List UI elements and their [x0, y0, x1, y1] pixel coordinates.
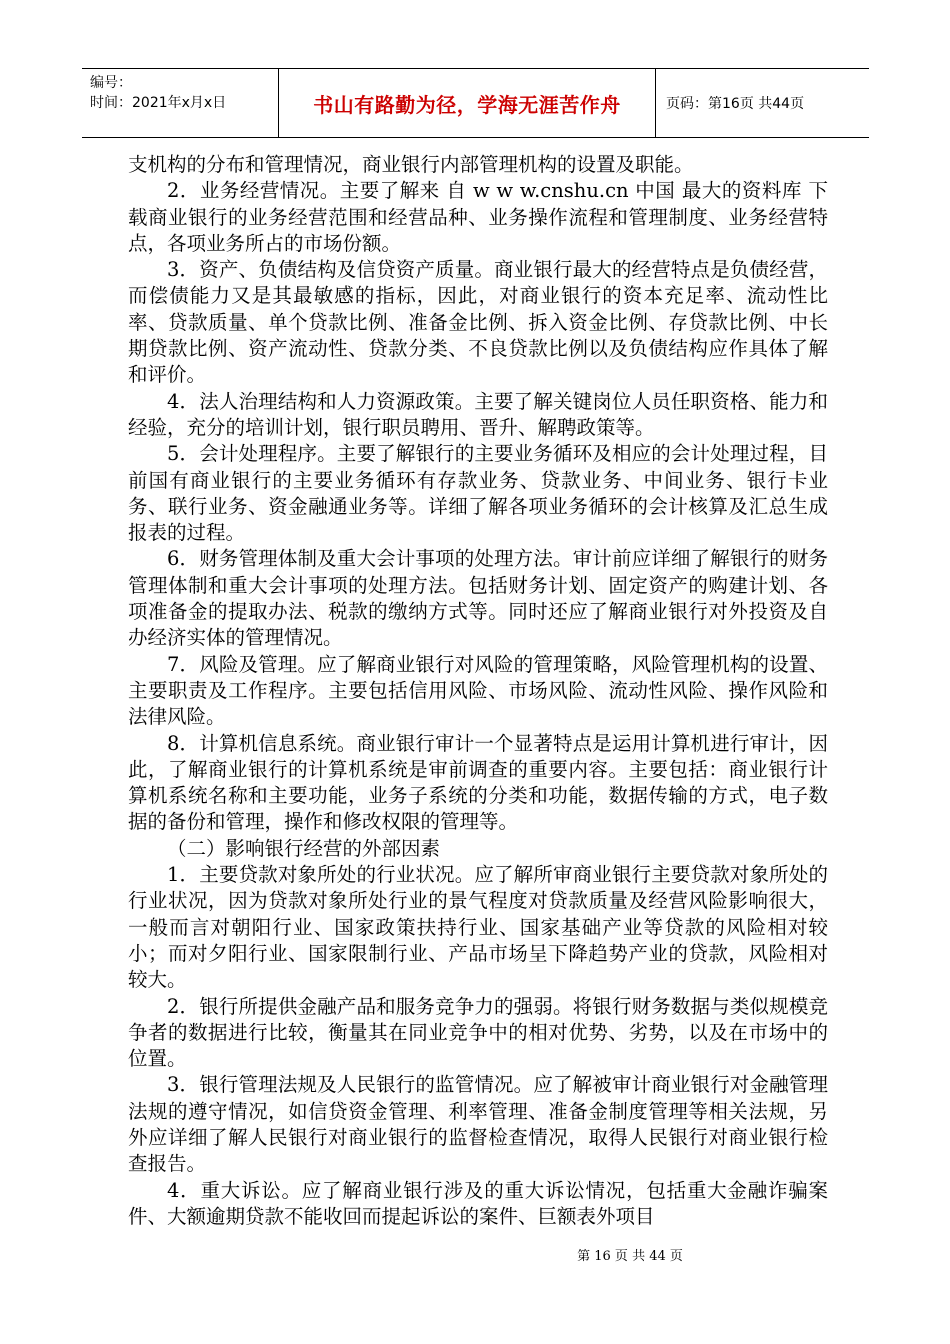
paragraph: 4．法人治理结构和人力资源政策。主要了解关键岗位人员任职资格、能力和经验，充分的培训计划，银行职员聘用、晋升、解聘政策等。: [128, 389, 828, 439]
paragraph: 1．主要贷款对象所处的行业状况。应了解所审商业银行主要贷款对象所处的行业状况，因为贷款对象所处行业的景气程度对贷款质量及经营风险影响很大，一般而言对朝阳行业、国家政策扶持行业、国家基础产业等贷款的风险相对较小；而对夕阳行业、国家限制行业、产品市场呈下降趋势产业的贷款，风险相对较大。: [128, 863, 828, 992]
header-motto: 书山有路勤为径，学海无涯苦作舟: [279, 69, 656, 137]
document-time-label: 时间：2021年x月x日: [90, 95, 227, 111]
paragraph: 5．会计处理程序。主要了解银行的主要业务循环及相应的会计处理过程，目前国有商业银行的主要业务循环有存款业务、贷款业务、中间业务、银行卡业务、联行业务、资金融通业务等。详细了解各项业务循环的会计核算及汇总生成报表的过程。: [128, 442, 828, 545]
paragraph: 7．风险及管理。应了解商业银行对风险的管理策略，风险管理机构的设置、主要职责及工作程序。主要包括信用风险、市场风险、流动性风险、操作风险和法律风险。: [128, 652, 828, 729]
document-body: [128, 152, 828, 1230]
page-header: [82, 68, 869, 138]
section-heading: （二）影响银行经营的外部因素: [167, 836, 441, 860]
page-footer: [0, 1245, 950, 1264]
paragraph: 支机构的分布和管理情况，商业银行内部管理机构的设置及职能。: [128, 153, 694, 176]
paragraph: 2．银行所提供金融产品和服务竞争力的强弱。将银行财务数据与类似规模竞争者的数据进行比较，衡量其在同业竞争中的相对优势、劣势，以及在市场中的位置。: [128, 994, 828, 1071]
paragraph: 3．银行管理法规及人民银行的监管情况。应了解被审计商业银行对金融管理法规的遵守情况，如信贷资金管理、利率管理、准备金制度管理等相关法规，另外应详细了解人民银行对商业银行的监督检查情况，取得人民银行对商业银行检查报告。: [128, 1073, 828, 1176]
paragraph: 2．业务经营情况。主要了解来 自 w w w.cnshu.cn 中国 最大的资料库 下载商业银行的业务经营范围和经营品种、业务操作流程和管理制度、业务经营特点，各项业务所占的市场份额。: [128, 179, 828, 255]
paragraph: 3．资产、负债结构及信贷资产质量。商业银行最大的经营特点是负债经营，而偿债能力又是其最敏感的指标，因此，对商业银行的资本充足率、流动性比率、贷款质量、单个贷款比例、准备金比例、拆入资金比例、存贷款比例、中长期贷款比例、资产流动性、贷款分类、不良贷款比例以及负债结构应作具体了解和评价。: [128, 258, 828, 387]
paragraph: 6．财务管理体制及重大会计事项的处理方法。审计前应详细了解银行的财务管理体制和重大会计事项的处理方法。包括财务计划、固定资产的购建计划、各项准备金的提取办法、税款的缴纳方式等。同时还应了解商业银行对外投资及自办经济实体的管理情况。: [128, 547, 828, 650]
paragraph: 4．重大诉讼。应了解商业银行涉及的重大诉讼情况，包括重大金融诈骗案件、大额逾期贷款不能收回而提起诉讼的案件、巨额表外项目: [128, 1178, 828, 1228]
header-page-number: 页码：第16页 共44页: [666, 96, 805, 112]
document-number-label: 编号：: [90, 75, 132, 91]
paragraph: 8．计算机信息系统。商业银行审计一个显著特点是运用计算机进行审计，因此，了解商业银行的计算机系统是审前调查的重要内容。主要包括：商业银行计算机系统名称和主要功能，业务子系统的分类和功能，数据传输的方式，电子数据的备份和管理，操作和修改权限的管理等。: [128, 731, 828, 834]
header-meta: [82, 69, 279, 137]
footer-page-number: 第 16 页 共 44 页: [577, 1249, 683, 1264]
